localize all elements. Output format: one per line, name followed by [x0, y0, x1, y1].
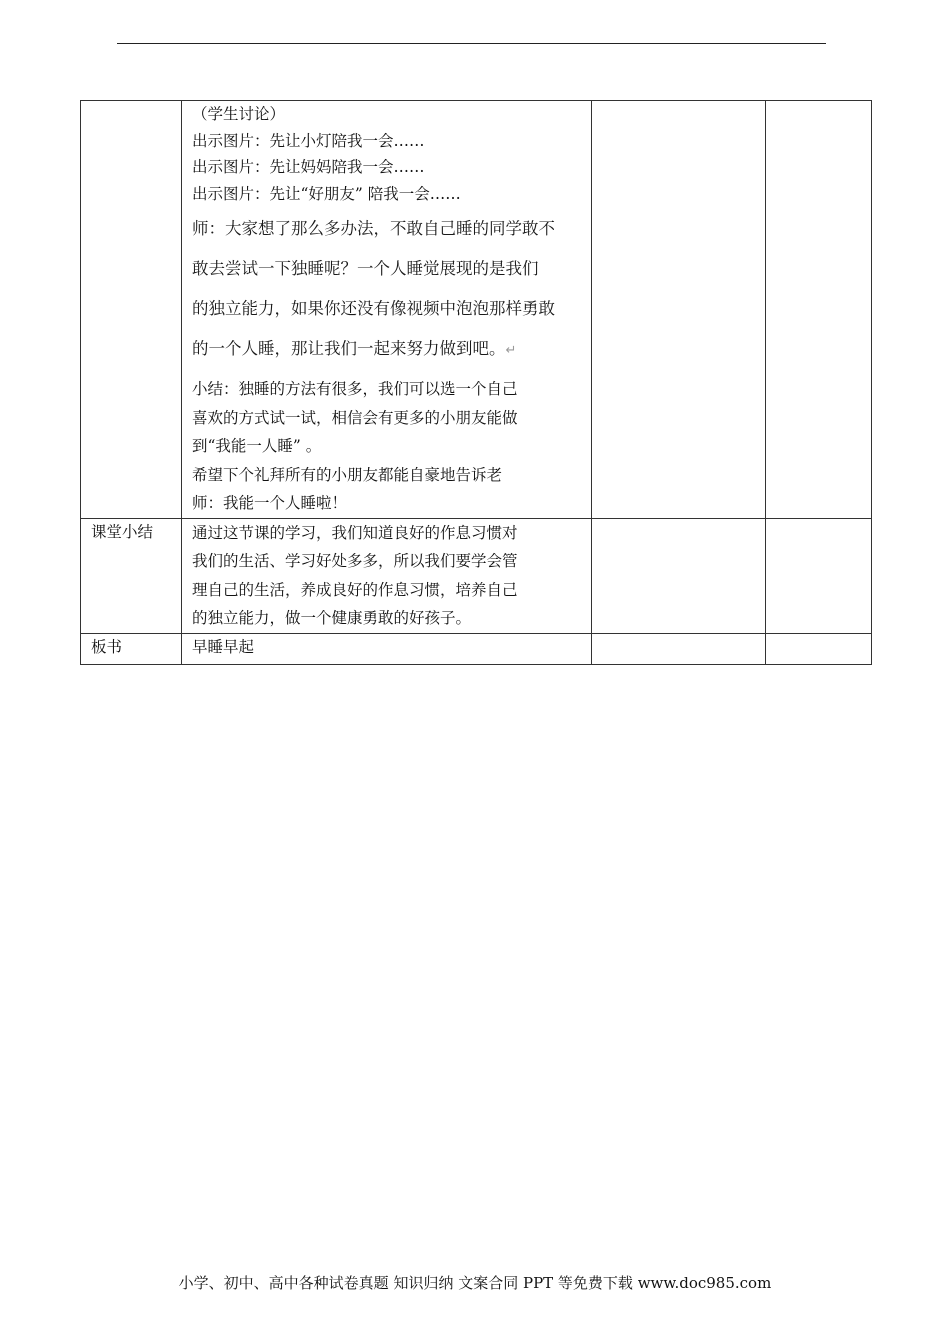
screenshot-line: 的独立能力，如果你还没有像视频中泡泡那样勇敢 — [192, 299, 555, 318]
row-label-cell: 板书 — [81, 633, 182, 664]
screenshot-line: 敢去尝试一下独睡呢？一个人睡觉展现的是我们 — [192, 259, 539, 278]
empty-cell — [592, 518, 766, 633]
empty-cell — [766, 101, 872, 519]
empty-cell — [766, 633, 872, 664]
table-row — [81, 101, 872, 519]
empty-cell — [592, 633, 766, 664]
picture-line: 出示图片：先让妈妈陪我一会…… — [192, 158, 425, 176]
embedded-text-image — [192, 209, 591, 371]
empty-cell — [592, 101, 766, 519]
row-label-cell — [81, 101, 182, 519]
content-cell — [182, 518, 592, 633]
table-row — [81, 518, 872, 633]
class-summary-line: 的独立能力，做一个健康勇敢的好孩子。 — [192, 609, 472, 627]
class-summary-line: 我们的生活、学习好处多多，所以我们要学会管 — [192, 552, 518, 570]
header-rule — [117, 43, 826, 44]
class-summary-line: 理自己的生活，养成良好的作息习惯，培养自己 — [192, 580, 518, 599]
summary-line: 小结：独睡的方法有很多，我们可以选一个自己 — [192, 380, 518, 398]
screenshot-line-text: 的一个人睡，那让我们一起来努力做到吧。 — [192, 339, 506, 358]
summary-line: 师：我能一个人睡啦！ — [192, 494, 348, 512]
summary-line: 希望下个礼拜所有的小朋友都能自豪地告诉老 — [192, 465, 503, 484]
discussion-line: （学生讨论） — [192, 105, 286, 123]
picture-line: 出示图片：先让小灯陪我一会…… — [192, 131, 425, 150]
table-row — [81, 633, 872, 664]
screenshot-line: 师：大家想了那么多办法，不敢自己睡的同学敢不 — [192, 219, 555, 238]
empty-cell — [766, 518, 872, 633]
class-summary-line: 通过这节课的学习，我们知道良好的作息习惯对 — [192, 523, 518, 542]
page-footer: 小学、初中、高中各种试卷真题 知识归纳 文案合同 PPT 等免费下载 www.doc985.com — [178, 1274, 772, 1292]
picture-line: 出示图片：先让“好朋友” 陪我一会…… — [192, 184, 461, 203]
lesson-plan-table — [80, 100, 872, 665]
content-cell: 早睡早起 — [182, 633, 592, 664]
summary-line: 喜欢的方式试一试，相信会有更多的小朋友能做 — [192, 408, 518, 427]
summary-line: 到“我能一人睡” 。 — [192, 437, 322, 455]
row-label-cell: 课堂小结 — [81, 518, 182, 633]
content-cell — [182, 101, 592, 519]
return-mark-icon: ↵ — [505, 343, 517, 358]
screenshot-line — [192, 329, 591, 371]
